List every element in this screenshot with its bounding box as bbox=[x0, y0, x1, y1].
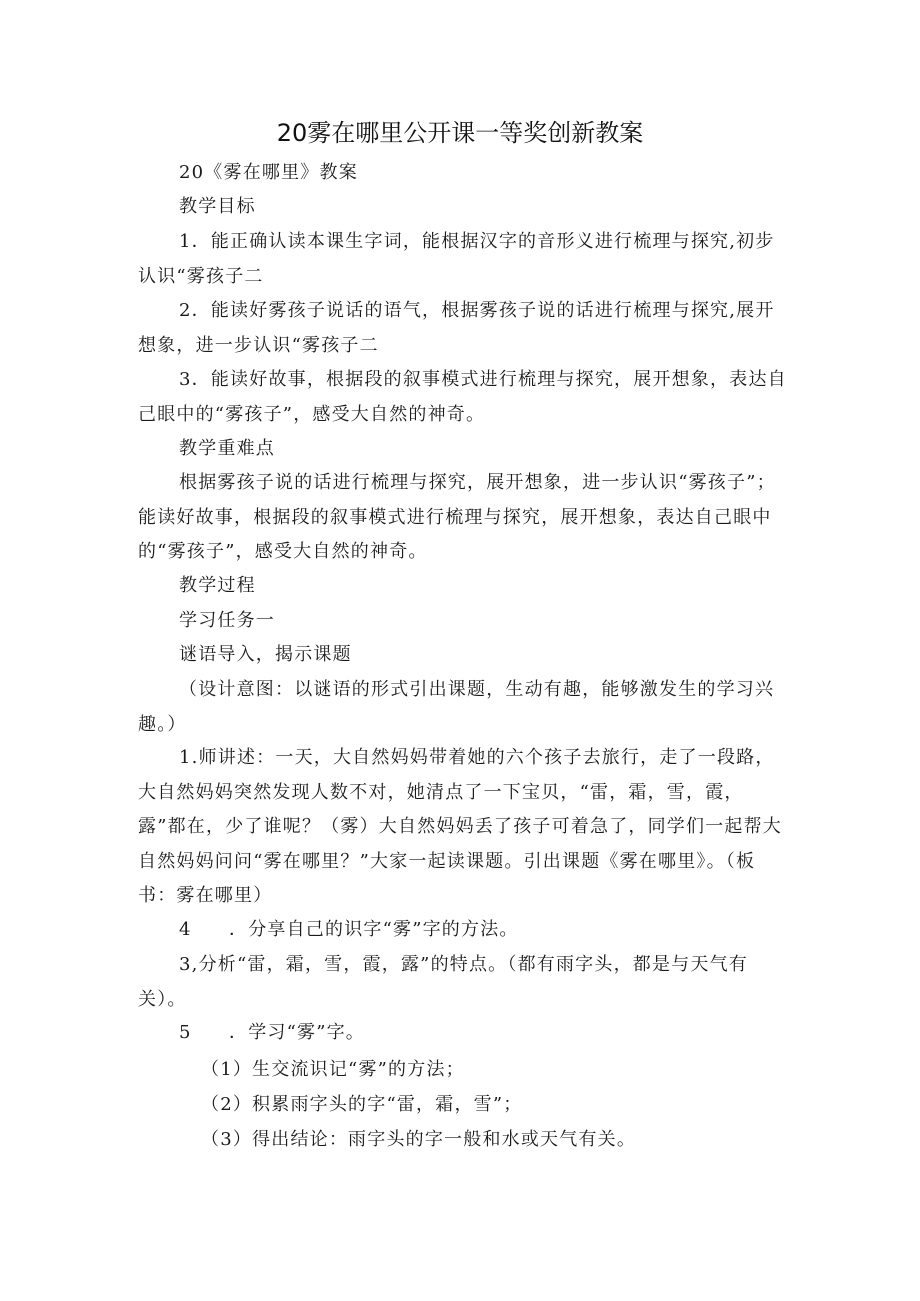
step-1-paragraph: 1.师讲述：一天，大自然妈妈带着她的六个孩子去旅行，走了一段路，大自然妈妈突然发现人数不对，她清点了一下宝贝，“雷，霜，雪，霞，露”都在，少了谁呢？（雾）大自然妈妈丢了孩子可着急了，同学们一起帮大自然妈妈问问“雾在哪里？”大家一起读课题。引出课题《雾在哪里》。（板书：雾在哪里） bbox=[138, 747, 782, 906]
sub-item-1: （1）生交流识记“雾”的方法； bbox=[201, 1059, 465, 1080]
document-title: 20雾在哪里公开课一等奖创新教案 bbox=[276, 119, 644, 147]
step-3-paragraph: 3,分析“雷，霜，雪，霞，露”的特点。（都有雨字头，都是与天气有关）。 bbox=[138, 954, 748, 1010]
heading-teaching-process: 教学过程 bbox=[179, 575, 256, 596]
task-1-title: 谜语导入，揭示课题 bbox=[179, 644, 352, 665]
step-5-paragraph bbox=[179, 1016, 365, 1051]
heading-teaching-goals: 教学目标 bbox=[179, 196, 256, 217]
lesson-subtitle: 20《雾在哪里》教案 bbox=[179, 162, 358, 183]
goal-item-3: 3．能读好故事，根据段的叙事模式进行梳理与探究，展开想象，表达自己眼中的“雾孩子”，感受大自然的神奇。 bbox=[138, 369, 787, 425]
sub-item-3: （3）得出结论：雨字头的字一般和水或天气有关。 bbox=[201, 1129, 637, 1150]
design-intent-note: （设计意图：以谜语的形式引出课题，生动有趣，能够激发生的学习兴趣。） bbox=[138, 679, 775, 735]
step-4-paragraph bbox=[179, 913, 519, 948]
sub-item-2: （2）积累雨字头的字“雷，霜，雪”； bbox=[201, 1094, 523, 1115]
goal-item-1: 1．能正确认读本课生字词，能根据汉字的音形义进行梳理与探究,初步认识“雾孩子二 bbox=[138, 231, 775, 287]
step-4-text: ．分享自己的识字“雾”字的方法。 bbox=[229, 919, 519, 940]
step-5-number: 5 bbox=[179, 1022, 192, 1043]
step-5-text: ．学习“雾”字。 bbox=[229, 1022, 366, 1043]
step-4-number: 4 bbox=[179, 919, 192, 940]
goal-item-2: 2．能读好雾孩子说话的语气，根据雾孩子说的话进行梳理与探究,展开想象，进一步认识“雾孩子二 bbox=[138, 300, 775, 356]
learning-task-1: 学习任务一 bbox=[179, 610, 275, 631]
heading-key-points: 教学重难点 bbox=[179, 438, 275, 459]
key-points-paragraph: 根据雾孩子说的话进行梳理与探究，展开想象，进一步认识“雾孩子”；能读好故事，根据段的叙事模式进行梳理与探究，展开想象，表达自己眼中的“雾孩子”，感受大自然的神奇。 bbox=[138, 472, 776, 562]
